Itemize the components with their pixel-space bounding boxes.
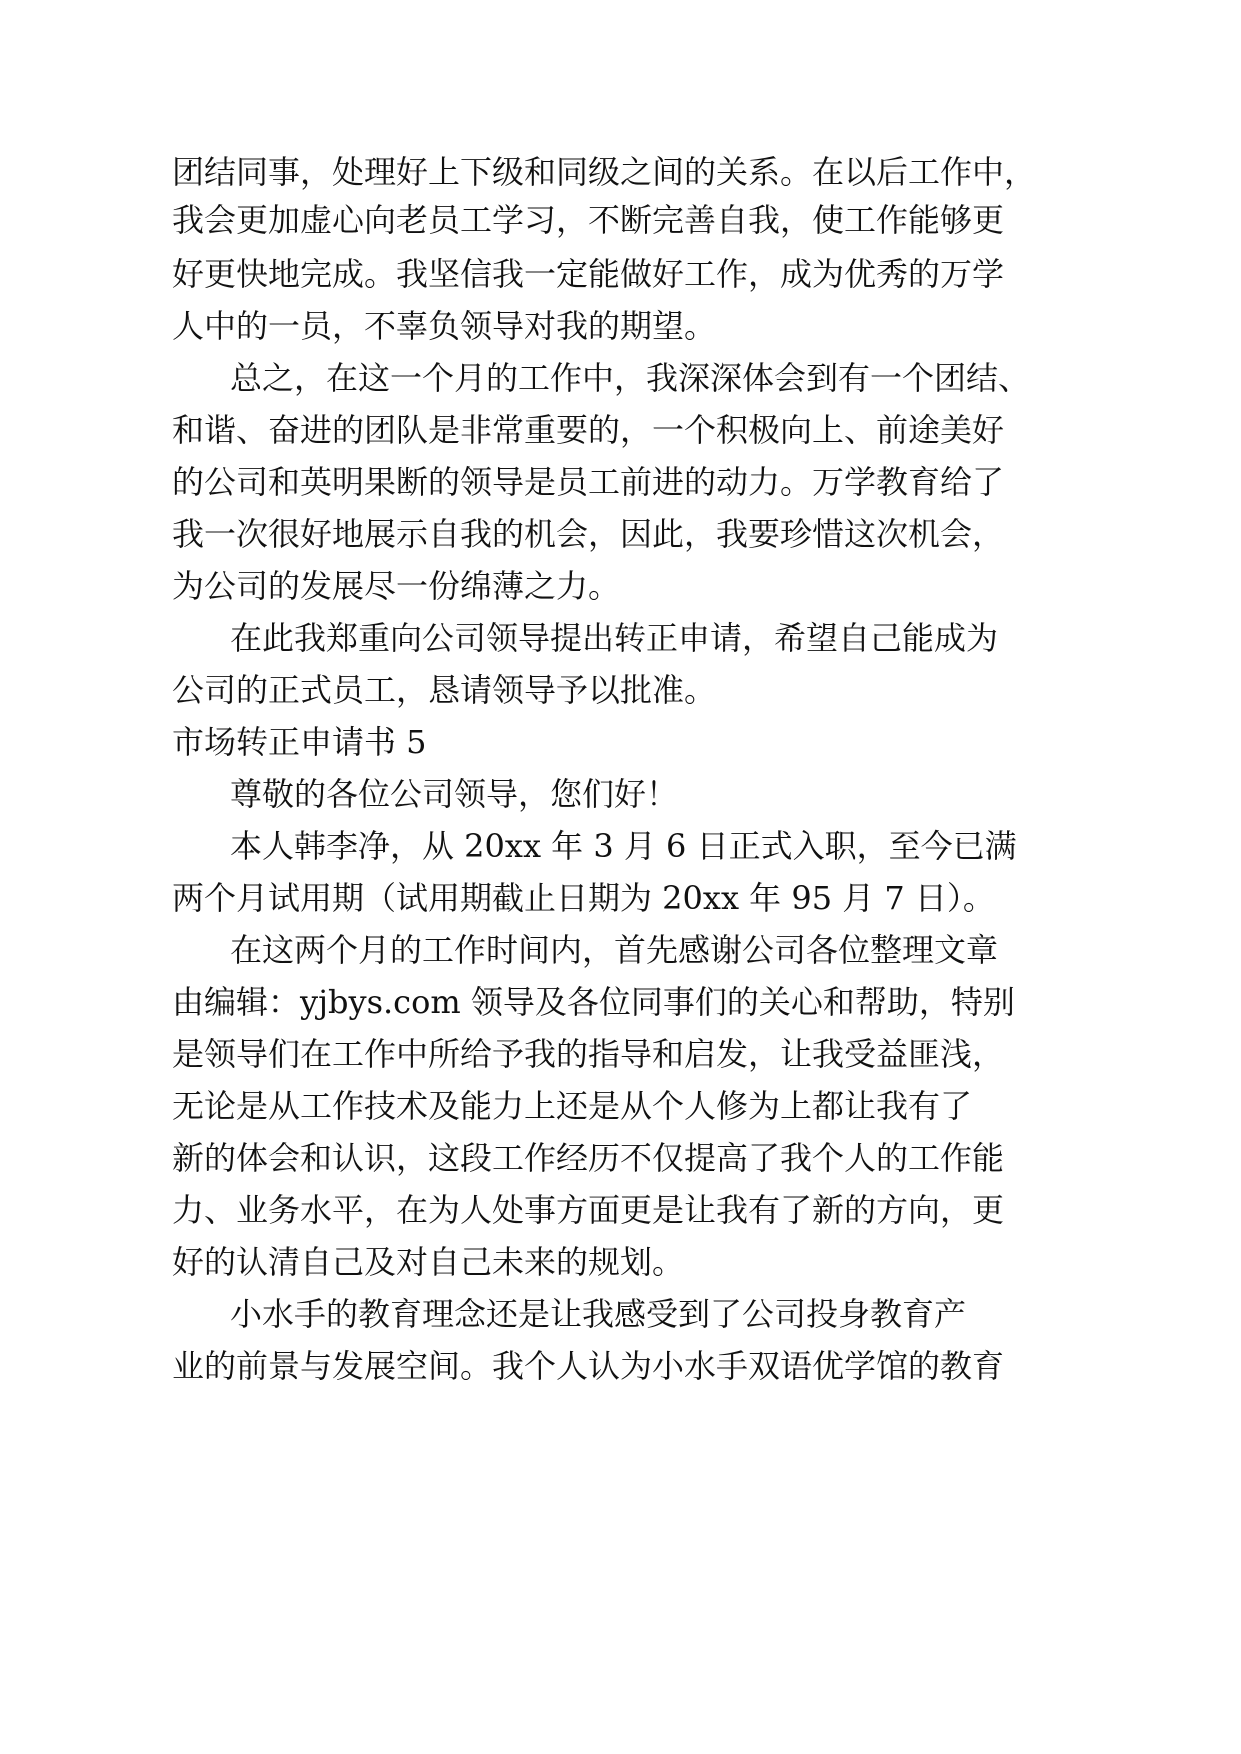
text-line: 无论是从工作技术及能力上还是从个人修为上都让我有了 [172, 1087, 973, 1125]
text-line: 好更快地完成。我坚信我一定能做好工作，成为优秀的万学 [172, 255, 1005, 293]
text-line: 和谐、奋进的团队是非常重要的，一个积极向上、前途美好 [172, 411, 1005, 449]
text-line: 好的认清自己及对自己未来的规划。 [172, 1243, 685, 1281]
paragraph-first-line: 在此我郑重向公司领导提出转正申请，希望自己能成为 [230, 619, 999, 657]
text-line: 公司的正式员工，恳请领导予以批准。 [172, 671, 717, 709]
paragraph-first-line: 本人韩李净，从 20xx 年 3 月 6 日正式入职，至今已满 [230, 827, 1017, 865]
text-line: 是领导们在工作中所给予我的指导和启发，让我受益匪浅， [172, 1035, 1005, 1073]
text-line: 人中的一员，不辜负领导对我的期望。 [172, 307, 717, 345]
text-line: 团结同事，处理好上下级和同级之间的关系。在以后工作中， [172, 153, 1037, 191]
paragraph-first-line: 总之，在这一个月的工作中，我深深体会到有一个团结、 [230, 359, 1031, 397]
salutation: 尊敬的各位公司领导，您们好！ [230, 775, 679, 813]
text-line: 为公司的发展尽一份绵薄之力。 [172, 567, 621, 605]
section-heading: 市场转正申请书 5 [172, 723, 427, 761]
paragraph-first-line: 在这两个月的工作时间内，首先感谢公司各位整理文章 [230, 931, 999, 969]
text-line: 我会更加虚心向老员工学习，不断完善自我，使工作能够更 [172, 201, 1005, 239]
text-line: 我一次很好地展示自我的机会，因此，我要珍惜这次机会， [172, 515, 1005, 553]
text-line: 由编辑：yjbys.com 领导及各位同事们的关心和帮助，特别 [172, 983, 1015, 1021]
text-line: 业的前景与发展空间。我个人认为小水手双语优学馆的教育 [172, 1347, 1005, 1385]
paragraph-first-line: 小水手的教育理念还是让我感受到了公司投身教育产 [230, 1295, 967, 1333]
text-line: 新的体会和认识，这段工作经历不仅提高了我个人的工作能 [172, 1139, 1005, 1177]
text-line: 的公司和英明果断的领导是员工前进的动力。万学教育给了 [172, 463, 1005, 501]
text-line: 力、业务水平，在为人处事方面更是让我有了新的方向，更 [172, 1191, 1005, 1229]
text-line: 两个月试用期（试用期截止日期为 20xx 年 95 月 7 日）。 [172, 879, 995, 917]
